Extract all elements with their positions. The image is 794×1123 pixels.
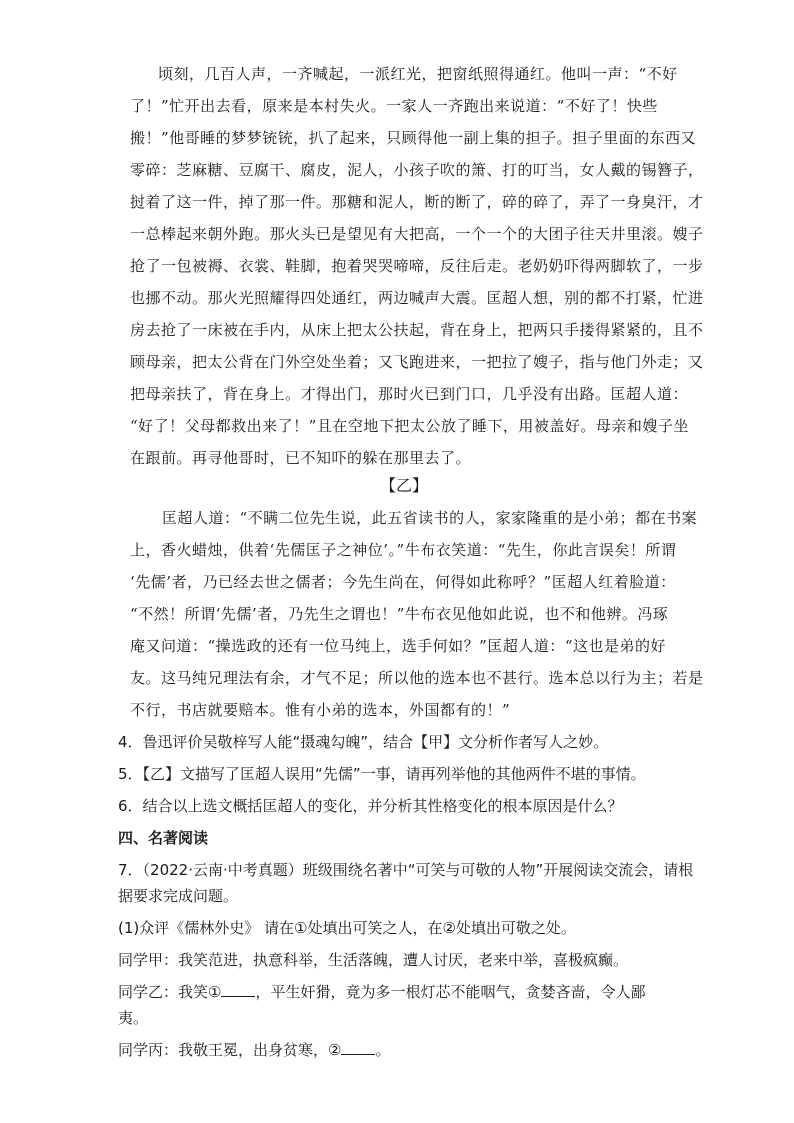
passage-line: 友。这马纯兄理法有余，才气不足；所以他的选本也不甚行。选本总以行为主；若是	[130, 669, 704, 687]
passage-line: 挝着了这一件，掉了那一件。那糖和泥人，断的断了，碎的碎了，弄了一身臭汗，才	[130, 193, 704, 211]
question-7-line2: 据要求完成问题。	[118, 887, 239, 905]
blank-marker-2: ②	[328, 1041, 342, 1059]
passage-line: 房去抢了一床被在手内，从床上把太公扶起，背在身上，把两只手搂得紧紧的，且不	[130, 321, 704, 339]
question-5: 5．【乙】文描写了匡超人误用“先儒”一事，请再列举他的其他两件不堪的事情。	[118, 765, 646, 783]
passage-line: 抢了一包被褥、衣裳、鞋脚，抱着哭哭啼啼，反往后走。老奶奶吓得两脚软了，一步	[130, 257, 704, 275]
section-title: 四、名著阅读	[118, 829, 209, 847]
student-yi-continued: 夷。	[118, 1009, 149, 1027]
passage-line: 匡超人道：“不瞒二位先生说，此五省读书的人，家家隆重的是小弟；都在书案	[162, 509, 698, 527]
passage-line: 也挪不动。那火光照耀得四处通红，两边喊声大震。匡超人想，别的都不打紧，忙进	[130, 289, 704, 307]
passage-line: 零碎：芝麻糖、豆腐干、腐皮，泥人，小孩子吹的箫、打的叮当，女人戴的锡簪子，	[130, 161, 704, 179]
blank-marker-1: ①	[208, 983, 222, 1001]
passage-line: 把母亲扶了，背在身上。才得出门，那时火已到门口，几乎没有出路。匡超人道：	[130, 385, 689, 403]
passage-line: 不行，书店就要赔本。惟有小弟的选本，外国都有的！”	[130, 701, 511, 719]
question-7-sub1: (1)众评《儒林外史》 请在①处填出可笑之人，在②处填出可敬之处。	[118, 919, 576, 937]
student-bing-suffix: 。	[375, 1041, 391, 1059]
fill-blank-2[interactable]	[341, 1040, 375, 1055]
passage-line: 了！”忙开出去看，原来是本村失火。一家人一齐跑出来说道：“不好了！快些	[130, 97, 658, 115]
passage-line: 搬！”他哥睡的梦梦铳铳，扒了起来，只顾得他一副上集的担子。担子里面的东西又	[130, 129, 697, 147]
student-bing-prefix: 同学丙：我敬王冕，出身贫寒，	[118, 1041, 329, 1059]
student-yi-suffix: ，平生奸猾，竟为多一根灯芯不能咽气，贪婪吝啬，令人鄙	[255, 983, 646, 1001]
student-yi-prefix: 同学乙：我笑	[118, 983, 209, 1001]
passage-line: 庵又问道：“操选政的还有一位马纯上，选手何如？”匡超人道：“这也是弟的好	[130, 637, 667, 655]
passage-line: 一总棒起来朝外跑。那火头已是望见有大把高，一个一个的大团子往天井里滚。嫂子	[130, 225, 704, 243]
passage-line: 顾母亲，把太公背在门外空处坐着；又飞跑进来，一把拉了嫂子，指与他门外走；又	[130, 353, 704, 371]
student-bing-answer	[118, 1040, 390, 1060]
passage-line: 在跟前。再寻他哥时，已不知吓的躲在那里去了。	[130, 449, 472, 467]
question-6: 6．结合以上选文概括匡超人的变化，并分析其性格变化的根本原因是什么？	[118, 797, 623, 815]
passage-line: “好了！父母都救出来了！”且在空地下把太公放了睡下，用被盖好。母亲和嫂子坐	[130, 417, 689, 435]
question-7-line1: 7．（2022·云南·中考真题）班级围绕名著中“可笑与可敬的人物”开展阅读交流会，请根	[118, 861, 694, 879]
fill-blank-1[interactable]	[221, 982, 255, 997]
passage-line: “不然！所谓‘先儒’者，乃先生之谓也！”牛布衣见他如此说，也不和他辨。冯琢	[130, 605, 669, 623]
student-yi-answer	[118, 982, 645, 1002]
student-jia-answer: 同学甲：我笑范进，执意科举，生活落魄，遭人讨厌，老来中举，喜极疯癫。	[118, 951, 629, 969]
question-4: 4．鲁迅评价吴敬梓写人能“摄魂勾魄”，结合【甲】文分析作者写人之妙。	[118, 733, 609, 751]
passage-line: 顷刻，几百人声，一齐喊起，一派红光，把窗纸照得通红。他叫一声：“不好	[158, 65, 678, 83]
section-heading-yi: 【乙】	[380, 476, 429, 495]
passage-line: ‘先儒’者，乃已经去世之儒者；今先生尚在，何得如此称呼？”匡超人红着脸道：	[130, 573, 676, 591]
passage-line: 上，香火蜡烛，供着‘先儒匡子之神位’。”牛布衣笑道：“先生，你此言误矣！所谓	[130, 541, 677, 559]
